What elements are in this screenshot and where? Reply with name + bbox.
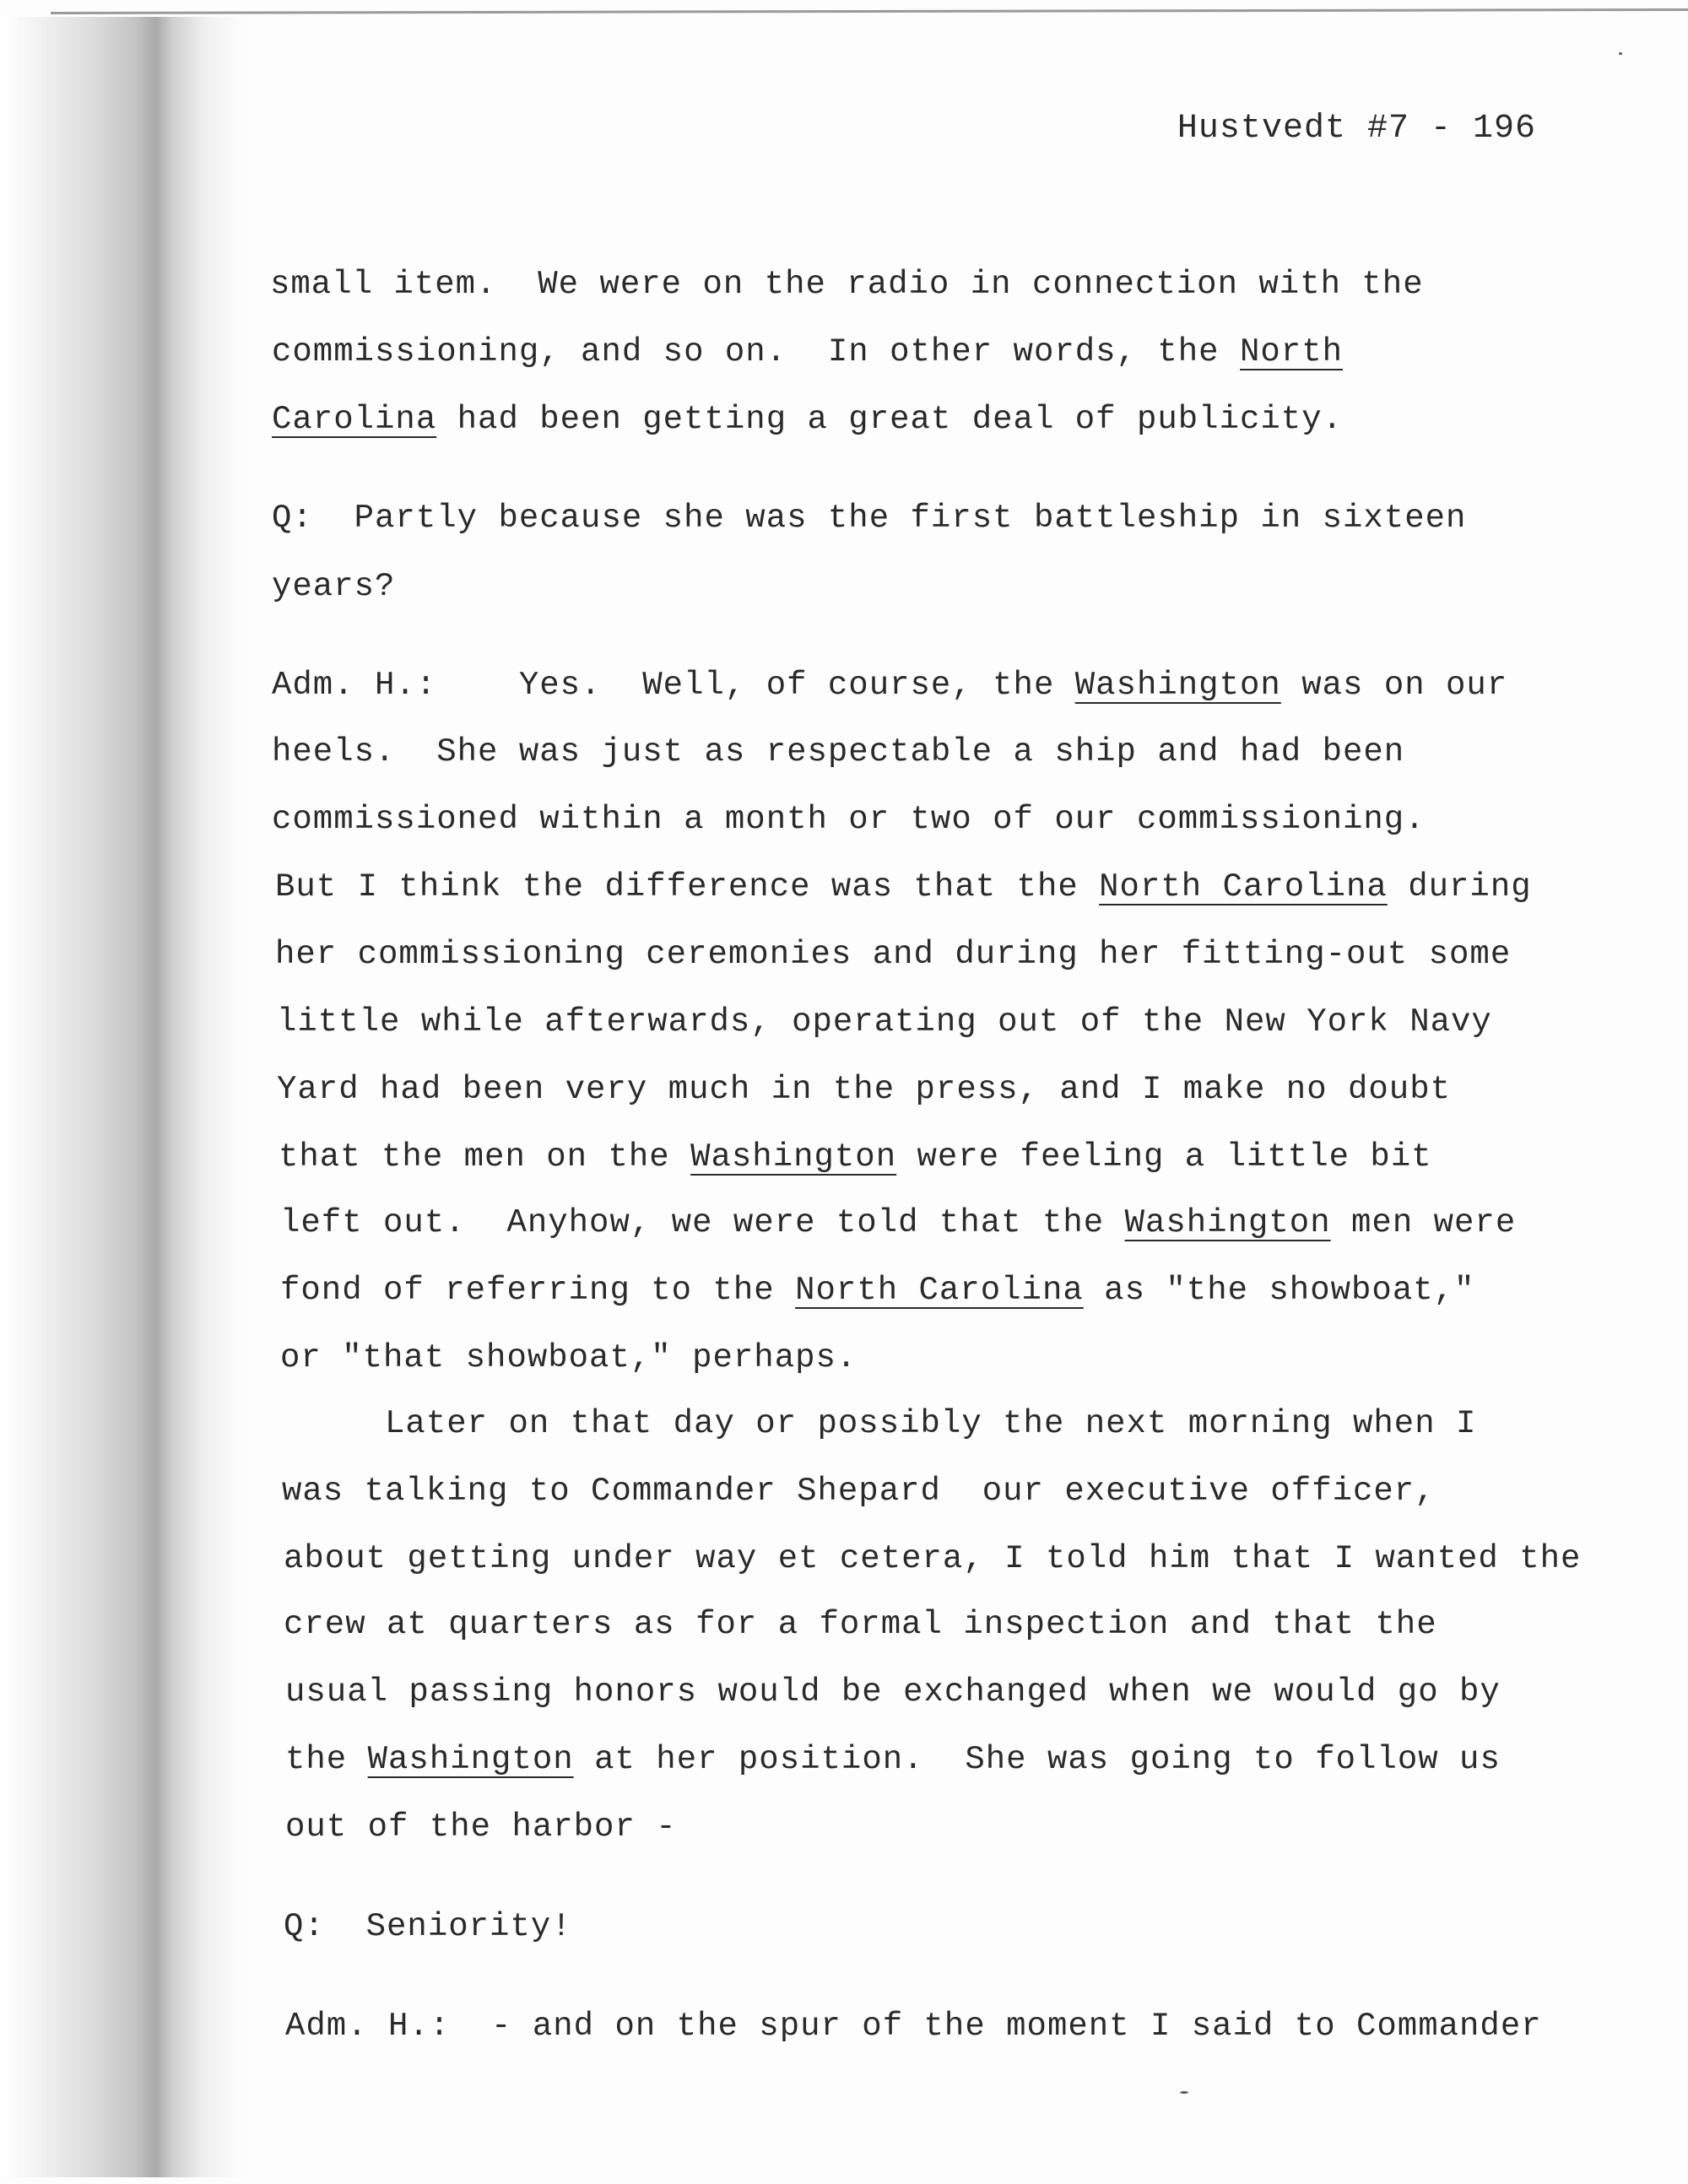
text-segment: had been getting a great deal of publicity. xyxy=(436,401,1344,438)
text-segment: her commissioning ceremonies and during her fitting-out some xyxy=(275,936,1512,973)
text-segment: heels. She was just as respectable a ship and had been xyxy=(272,733,1405,770)
text-segment: fond of referring to the xyxy=(280,1272,796,1309)
text-segment: was on our xyxy=(1280,667,1508,704)
stray-mark xyxy=(1619,52,1622,55)
stray-mark xyxy=(1180,2091,1188,2094)
text-segment: the xyxy=(285,1741,368,1778)
underlined-ship-name: Washington xyxy=(690,1138,897,1176)
text-segment: Adm. H.: Yes. Well, of course, the xyxy=(272,667,1075,704)
text-segment: was talking to Commander Shepard our executive officer, xyxy=(282,1473,1436,1510)
text-line xyxy=(282,1405,1477,1442)
text-line xyxy=(277,1003,1492,1041)
text-line xyxy=(270,268,1424,301)
text-line xyxy=(280,1204,1517,1241)
text-segment: or "that showboat," perhaps. xyxy=(280,1339,858,1376)
text-segment: crew at quarters as for a formal inspection and that the xyxy=(284,1606,1437,1643)
text-line xyxy=(282,1475,1436,1508)
text-segment: were feeling a little bit xyxy=(896,1138,1432,1176)
text-line xyxy=(280,1339,858,1376)
text-segment: usual passing honors would be exchanged when we would go by xyxy=(285,1673,1501,1711)
text-line xyxy=(275,938,1511,971)
text-line xyxy=(272,502,1466,535)
text-line xyxy=(279,1138,1432,1176)
text-line xyxy=(272,803,1426,836)
text-line xyxy=(275,868,1532,905)
text-segment: that the men on the xyxy=(279,1138,691,1176)
text-line xyxy=(285,1673,1501,1711)
text-segment: at her position. She was going to follow us xyxy=(573,1741,1501,1778)
text-line xyxy=(272,333,1344,370)
text-line xyxy=(285,1808,677,1846)
text-line xyxy=(285,1743,1501,1776)
text-segment: But I think the difference was that the xyxy=(275,868,1100,905)
underlined-ship-name: Carolina xyxy=(272,401,437,438)
text-line xyxy=(272,733,1405,770)
underlined-ship-name: Washington xyxy=(1124,1204,1331,1241)
text-line xyxy=(277,1073,1451,1106)
text-line xyxy=(280,1274,1474,1307)
text-segment: Adm. H.: - and on the spur of the moment I said to Commander xyxy=(285,2008,1542,2045)
binding-shadow xyxy=(0,17,253,2177)
text-line xyxy=(285,2010,1542,2043)
text-segment: commissioned within a month or two of our commissioning. xyxy=(272,801,1426,838)
text-segment: as "the showboat," xyxy=(1083,1272,1475,1309)
underlined-ship-name: North Carolina xyxy=(795,1272,1084,1309)
text-segment: little while afterwards, operating out of the New York Navy xyxy=(277,1003,1492,1041)
text-segment: commissioning, and so on. In other words, the xyxy=(272,333,1240,370)
text-segment: men were xyxy=(1330,1204,1517,1241)
underlined-ship-name: North xyxy=(1239,333,1344,370)
text-segment: during xyxy=(1387,868,1532,905)
text-segment: years? xyxy=(272,568,396,605)
page-header: Hustvedt #7 - 196 xyxy=(1177,110,1536,148)
text-segment: Later on that day or possibly the next morning when I xyxy=(282,1405,1477,1442)
underlined-ship-name: Washington xyxy=(367,1741,574,1778)
text-segment: left out. Anyhow, we were told that the xyxy=(280,1204,1125,1241)
text-segment: Yard had been very much in the press, and I make no doubt xyxy=(277,1071,1452,1108)
underlined-ship-name: Washington xyxy=(1074,667,1281,704)
text-line xyxy=(272,669,1507,702)
text-segment: Q: Seniority! xyxy=(284,1908,572,1945)
page-top-edge xyxy=(51,8,1688,14)
text-segment: about getting under way et cetera, I told him that I wanted the xyxy=(284,1540,1582,1577)
text-line xyxy=(284,1608,1437,1641)
text-segment: out of the harbor - xyxy=(285,1808,677,1846)
text-line xyxy=(272,570,395,603)
text-segment: Q: Partly because she was the first battleship in sixteen xyxy=(272,500,1467,537)
text-line xyxy=(284,1908,572,1945)
underlined-ship-name: North Carolina xyxy=(1099,868,1388,905)
text-line xyxy=(272,403,1343,436)
text-segment: small item. We were on the radio in connection with the xyxy=(270,266,1424,303)
text-line xyxy=(284,1540,1582,1577)
